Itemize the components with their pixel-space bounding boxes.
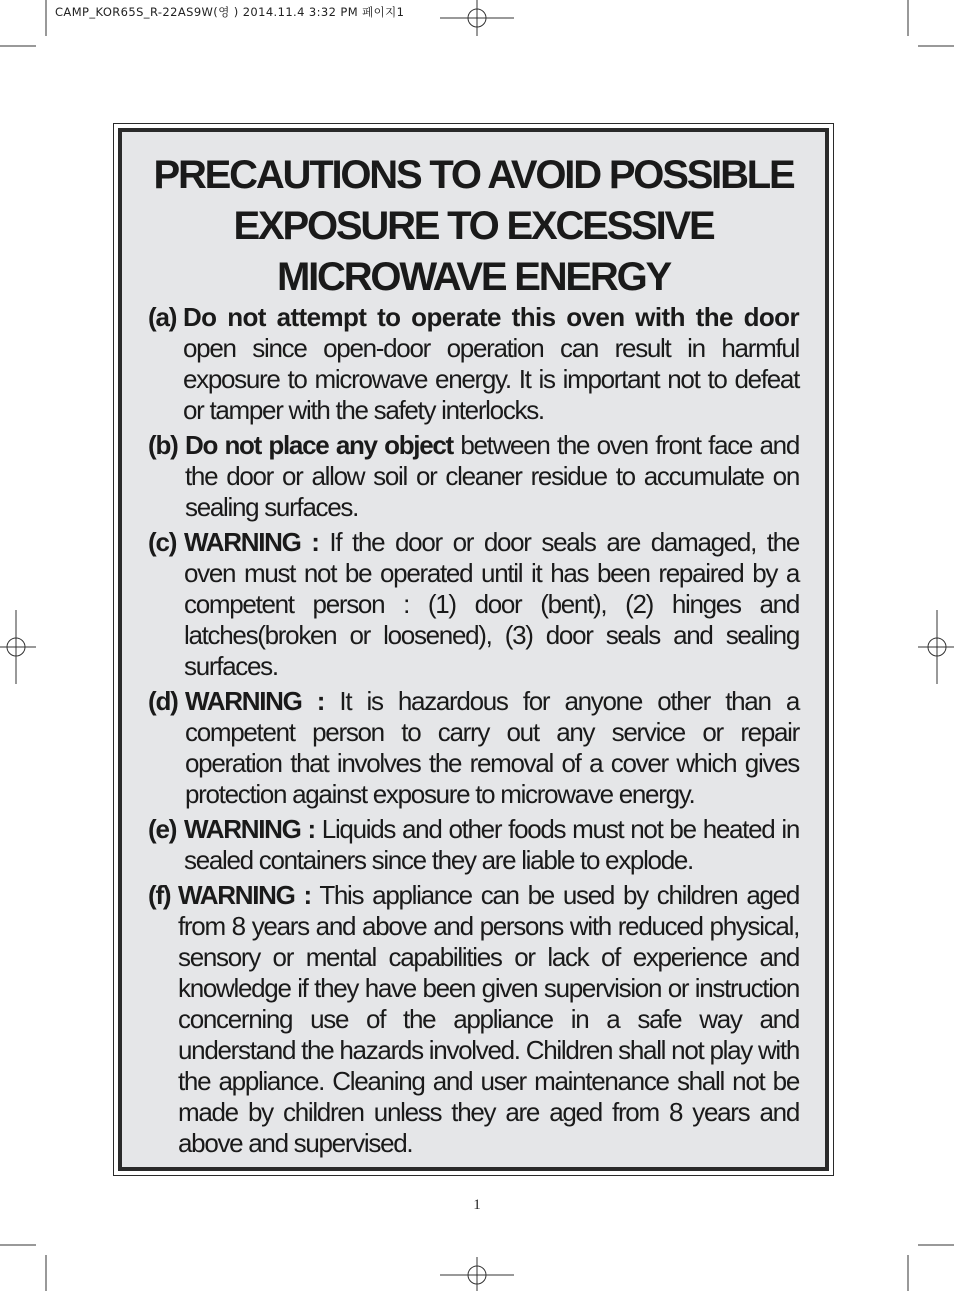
item-label: (d): [148, 686, 178, 716]
title-line: PRECAUTIONS TO AVOID POSSIBLE: [153, 153, 794, 197]
precaution-b: [148, 430, 799, 523]
title-line: MICROWAVE ENERGY: [277, 255, 670, 299]
warning-panel: [118, 128, 829, 1171]
item-label: (a): [148, 302, 177, 332]
notice-title: [122, 150, 825, 303]
item-lead: WARNING :: [184, 527, 319, 557]
precaution-f: [148, 880, 799, 1159]
warning-box: [113, 123, 834, 1176]
precaution-c: [148, 527, 799, 682]
precaution-list: [148, 302, 799, 1163]
item-lead: WARNING :: [185, 686, 325, 716]
item-lead: WARNING :: [178, 880, 311, 910]
print-slug: CAMP_KOR65S_R-22AS9W(영 ) 2014.11.4 3:32 PM 페이지1: [55, 5, 405, 19]
page-number: 1: [473, 1197, 481, 1213]
title-line: EXPOSURE TO EXCESSIVE: [233, 204, 714, 248]
precaution-e: [148, 814, 799, 876]
item-body: between the oven front face and the door or allow soil or cleaner residue to accumulate on sealing surfaces.: [185, 430, 799, 522]
item-body: Liquids and other foods must not be heated in sealed containers since they are liable to explode.: [184, 814, 799, 875]
item-lead: Do not attempt to operate this oven with the door: [183, 302, 799, 332]
item-body: It is hazardous for anyone other than a competent person to carry out any service or repair operation that involves the removal of a cover which gives protection against exposure to microwave energy.: [185, 686, 799, 809]
item-label: (f): [148, 880, 171, 910]
item-label: (b): [148, 430, 178, 460]
precaution-a: [148, 302, 799, 426]
item-body: This appliance can be used by children aged from 8 years and above and persons with reduced physical, sensory or mental capabilities or lack of experience and knowledge if they have been given supervision or instruction concerning use of the appliance in a safe way and understand the hazards involved. Children shall not play with the appliance. Cleaning and user maintenance shall not be made by children unless they are aged from 8 years and above and supervised.: [178, 880, 799, 1158]
item-body: If the door or door seals are damaged, the oven must not be operated until it has been repaired by a competent person : (1) door (bent), (2) hinges and latches(broken or loosened), (3) door seals and sealing surfaces.: [184, 527, 799, 681]
item-lead: WARNING :: [184, 814, 315, 844]
item-lead: Do not place any object: [185, 430, 453, 460]
item-body: open since open-door operation can result in harmful exposure to microwave energy. It is important not to defeat or tamper with the safety interlocks.: [183, 333, 799, 425]
item-label: (c): [148, 527, 177, 557]
precaution-d: [148, 686, 799, 810]
item-label: (e): [148, 814, 177, 844]
